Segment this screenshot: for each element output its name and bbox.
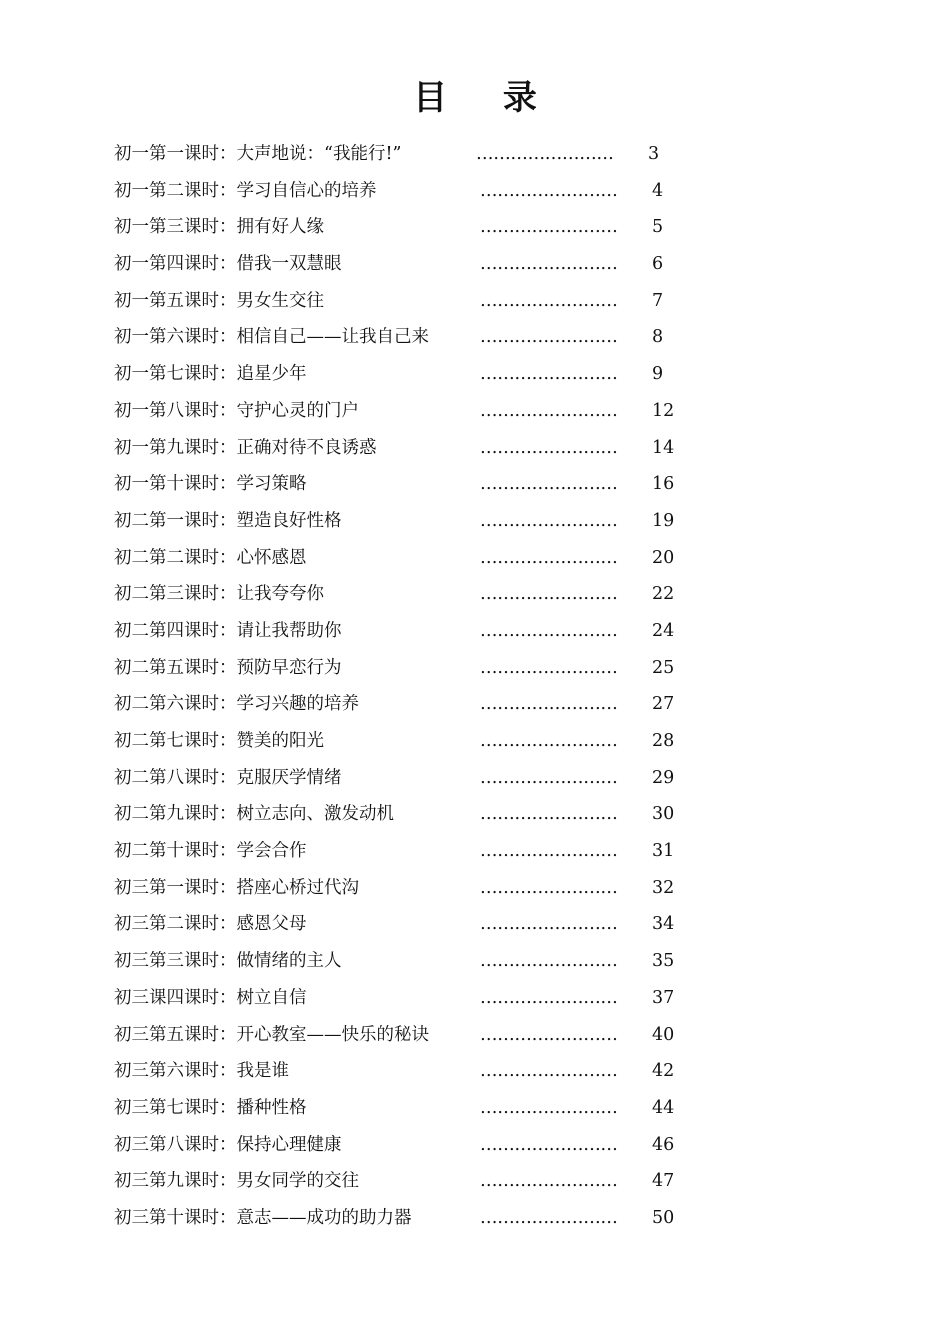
toc-page-number: 24: [652, 620, 675, 641]
toc-page-number: 31: [652, 841, 675, 862]
toc-page-number: 27: [652, 694, 675, 715]
toc-page-number: 34: [652, 914, 675, 935]
toc-dot-leader: ……………………: [480, 987, 618, 1008]
toc-page-number: 8: [652, 327, 664, 348]
toc-dot-leader: ……………………: [480, 400, 618, 421]
toc-entry-title: 初一第七课时：追星少年: [114, 364, 307, 385]
toc-entry-title: 初二第一课时：塑造良好性格: [114, 510, 342, 531]
toc-dot-leader: ……………………: [480, 290, 618, 311]
toc-dot-leader: ……………………: [480, 327, 618, 348]
toc-page-number: 9: [652, 364, 664, 385]
toc-dot-leader: ……………………: [480, 951, 618, 972]
toc-entry-title: 初二第九课时：树立志向、激发动机: [114, 804, 394, 825]
toc-entry[interactable]: [114, 209, 714, 246]
toc-entry[interactable]: [114, 283, 714, 320]
toc-dot-leader: ……………………: [480, 877, 618, 898]
toc-entry-title: 初三第三课时：做情绪的主人: [114, 951, 342, 972]
toc-entry[interactable]: [114, 1127, 714, 1164]
toc-entry-title: 初三课四课时：树立自信: [114, 987, 307, 1008]
toc-dot-leader: ……………………: [480, 767, 618, 788]
toc-entry-title: 初三第十课时：意志——成功的助力器: [114, 1207, 412, 1228]
toc-entry-title: 初三第八课时：保持心理健康: [114, 1134, 342, 1155]
toc-entry-title: 初三第一课时：搭座心桥过代沟: [114, 877, 359, 898]
toc-entry-title: 初二第八课时：克服厌学情绪: [114, 767, 342, 788]
toc-entry[interactable]: [114, 430, 714, 467]
toc-entry[interactable]: [114, 650, 714, 687]
toc-entry[interactable]: [114, 723, 714, 760]
toc-dot-leader: ……………………: [480, 584, 618, 605]
toc-entry[interactable]: [114, 980, 714, 1017]
toc-entry[interactable]: [114, 1053, 714, 1090]
toc-entry[interactable]: [114, 613, 714, 650]
toc-page-number: 47: [652, 1171, 675, 1192]
toc-page-number: 25: [652, 657, 675, 678]
toc-dot-leader: ……………………: [480, 1207, 618, 1228]
toc-dot-leader: ……………………: [480, 437, 618, 458]
toc-entry-title: 初二第七课时：赞美的阳光: [114, 731, 324, 751]
toc-entry[interactable]: [114, 319, 714, 356]
toc-page-number: 6: [652, 254, 664, 275]
toc-dot-leader: ……………………: [480, 547, 618, 568]
toc-dot-leader: ……………………: [480, 1061, 618, 1082]
toc-entry[interactable]: [114, 686, 714, 723]
toc-dot-leader: ……………………: [480, 804, 618, 825]
toc-dot-leader: ……………………: [480, 474, 618, 495]
toc-page-number: 44: [652, 1097, 675, 1118]
toc-page-number: 32: [652, 877, 675, 898]
toc-page-number: 30: [652, 804, 675, 825]
toc-entry[interactable]: [114, 173, 714, 210]
toc-entry[interactable]: [114, 136, 714, 173]
toc-page-number: 3: [648, 144, 660, 164]
toc-page-number: 40: [652, 1024, 675, 1045]
toc-entry[interactable]: [114, 943, 714, 980]
toc-entry[interactable]: [114, 503, 714, 540]
toc-page-number: 42: [652, 1061, 675, 1082]
page-title: 目 录: [413, 78, 559, 118]
toc-dot-leader: ……………………: [480, 1024, 618, 1045]
toc-page-number: 12: [652, 400, 675, 421]
toc-entry-title: 初一第四课时：借我一双慧眼: [114, 254, 342, 275]
toc-dot-leader: ……………………: [480, 217, 618, 238]
table-of-contents: [114, 136, 714, 1237]
toc-page-number: 14: [652, 437, 675, 458]
toc-dot-leader: ……………………: [480, 1171, 618, 1192]
toc-page-number: 35: [652, 951, 675, 972]
toc-page-number: 22: [652, 584, 675, 605]
toc-dot-leader: ……………………: [480, 1134, 618, 1155]
toc-entry-title: 初三第九课时：男女同学的交往: [114, 1171, 359, 1192]
toc-dot-leader: ……………………: [480, 620, 618, 641]
toc-page-number: 16: [652, 474, 675, 495]
toc-entry[interactable]: [114, 356, 714, 393]
toc-dot-leader: ……………………: [480, 510, 618, 531]
toc-entry-title: 初二第四课时：请让我帮助你: [114, 620, 342, 641]
toc-entry-title: 初三第六课时：我是谁: [114, 1061, 289, 1082]
toc-entry[interactable]: [114, 1163, 714, 1200]
toc-entry-title: 初一第九课时：正确对待不良诱惑: [114, 437, 377, 458]
toc-dot-leader: ……………………: [480, 1097, 618, 1118]
toc-entry[interactable]: [114, 1090, 714, 1127]
toc-entry-title: 初二第二课时：心怀感恩: [114, 547, 307, 568]
toc-page-number: 19: [652, 510, 675, 531]
toc-entry[interactable]: [114, 393, 714, 430]
toc-entry[interactable]: [114, 760, 714, 797]
toc-dot-leader: ……………………: [480, 694, 618, 715]
toc-page-number: 46: [652, 1134, 675, 1155]
toc-dot-leader: ……………………: [480, 914, 618, 935]
toc-entry-title: 初二第六课时：学习兴趣的培养: [114, 694, 359, 715]
toc-entry-title: 初二第五课时：预防早恋行为: [114, 657, 342, 678]
toc-page-number: 50: [652, 1207, 675, 1228]
toc-entry[interactable]: [114, 540, 714, 577]
toc-entry[interactable]: [114, 833, 714, 870]
toc-entry-title: 初二第十课时：学会合作: [114, 841, 307, 862]
toc-page-number: 5: [652, 217, 664, 238]
toc-entry[interactable]: [114, 796, 714, 833]
toc-entry[interactable]: [114, 1200, 714, 1237]
toc-dot-leader: ……………………: [480, 364, 618, 385]
toc-page-number: 37: [652, 987, 675, 1008]
toc-dot-leader: ……………………: [476, 144, 614, 164]
toc-dot-leader: ……………………: [480, 657, 618, 678]
toc-entry-title: 初一第八课时：守护心灵的门户: [114, 400, 359, 421]
toc-entry-title: 初三第二课时：感恩父母: [114, 914, 307, 935]
toc-dot-leader: ……………………: [480, 254, 618, 275]
toc-entry-title: 初一第三课时：拥有好人缘: [114, 217, 324, 238]
toc-dot-leader: ……………………: [480, 731, 618, 751]
toc-entry-title: 初一第六课时：相信自己——让我自己来: [114, 327, 429, 348]
toc-entry-title: 初一第五课时：男女生交往: [114, 290, 324, 311]
toc-entry[interactable]: [114, 246, 714, 283]
toc-page-number: 28: [652, 731, 675, 751]
toc-entry-title: 初三第七课时：播种性格: [114, 1097, 307, 1118]
toc-entry[interactable]: [114, 576, 714, 613]
toc-page-number: 20: [652, 547, 675, 568]
toc-dot-leader: ……………………: [480, 180, 618, 201]
toc-entry-title: 初一第十课时：学习策略: [114, 474, 307, 495]
toc-entry[interactable]: [114, 1017, 714, 1054]
toc-page-number: 4: [652, 180, 664, 201]
toc-dot-leader: ……………………: [480, 841, 618, 862]
toc-entry-title: 初二第三课时：让我夸夸你: [114, 584, 324, 605]
toc-entry[interactable]: [114, 906, 714, 943]
toc-entry[interactable]: [114, 870, 714, 907]
toc-entry-title: 初一第一课时：大声地说：“我能行!”: [114, 144, 402, 164]
toc-entry-title: 初三第五课时：开心教室——快乐的秘诀: [114, 1024, 429, 1045]
toc-page-number: 29: [652, 767, 675, 788]
toc-entry[interactable]: [114, 466, 714, 503]
toc-entry-title: 初一第二课时：学习自信心的培养: [114, 180, 377, 201]
toc-page-number: 7: [652, 290, 664, 311]
